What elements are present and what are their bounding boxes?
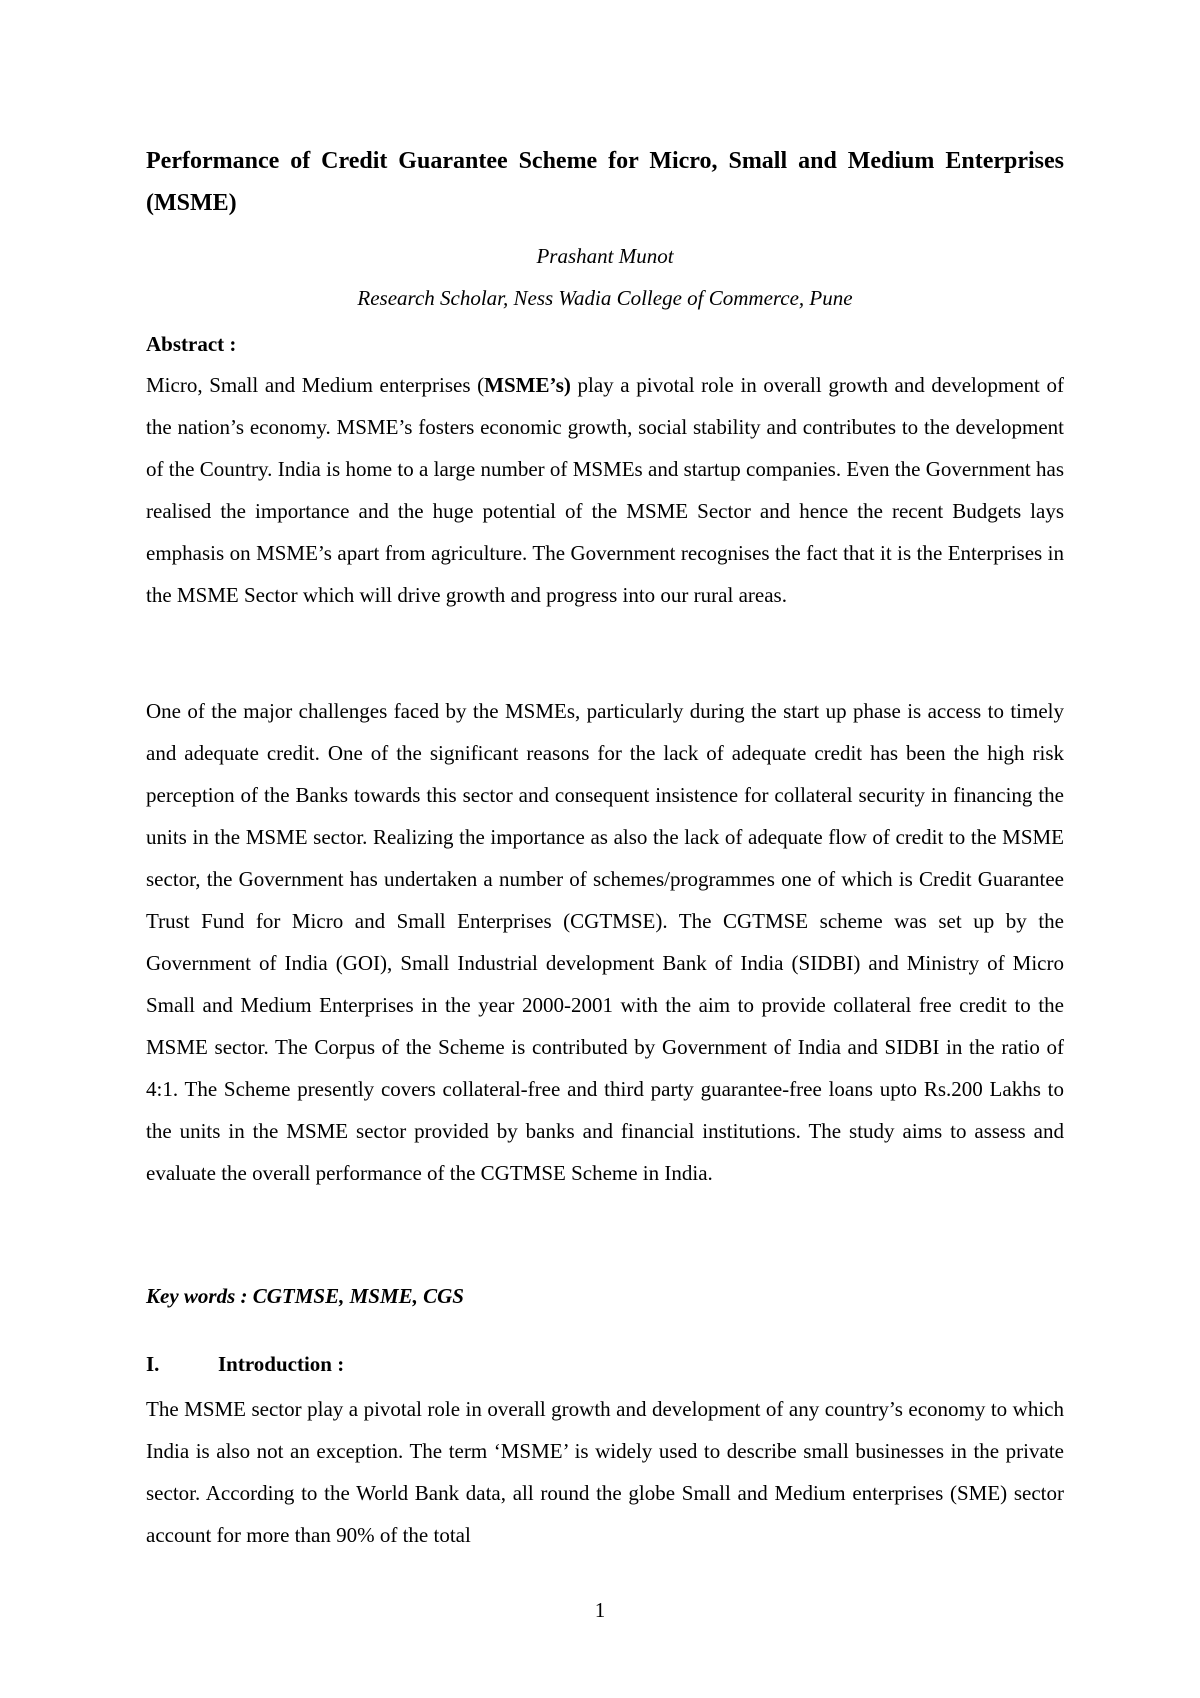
keywords: Key words : CGTMSE, MSME, CGS bbox=[146, 1284, 464, 1308]
paper-title: Performance of Credit Guarantee Scheme for Micro, Small and Medium Enterprises (MSME) bbox=[146, 148, 1064, 216]
section-number: I. bbox=[146, 1352, 160, 1376]
section-title: Introduction : bbox=[218, 1352, 345, 1376]
introduction-paragraph: The MSME sector play a pivotal role in overall growth and development of any country’s economy to which India is also not an exception. The term ‘MSME’ is widely used to describe small businesses in the private sector. According to the World Bank data, all round the globe Small and Medium enterprises (SME) sector account for more than 90% of the total bbox=[146, 1397, 1064, 1547]
page-number: 1 bbox=[594, 1598, 606, 1622]
author-name: Prashant Munot bbox=[536, 244, 674, 268]
abstract-p1-rest: play a pivotal role in overall growth and development of the nation’s economy. MSME’s fosters economic growth, social stability and contributes to the development of the Country. India is home to a large number of MSMEs and startup companies. Even the Government has realised the importance and the huge potential of the MSME Sector and hence the recent Budgets lays emphasis on MSME’s apart from agriculture. The Government recognises the fact that it is the Enterprises in the MSME Sector which will drive growth and progress into our rural areas. bbox=[146, 373, 1064, 607]
abstract-paragraph-1 bbox=[146, 364, 1064, 616]
introduction-heading bbox=[146, 1350, 344, 1378]
author-affiliation: Research Scholar, Ness Wadia College of Commerce, Pune bbox=[357, 286, 853, 310]
abstract-paragraph-2: One of the major challenges faced by the MSMEs, particularly during the start up phase is access to timely and adequate credit. One of the significant reasons for the lack of adequate credit has been the high risk perception of the Banks towards this sector and consequent insistence for collateral security in financing the units in the MSME sector. Realizing the importance as also the lack of adequate flow of credit to the MSME sector, the Government has undertaken a number of schemes/programmes one of which is Credit Guarantee Trust Fund for Micro and Small Enterprises (CGTMSE). The CGTMSE scheme was set up by the Government of India (GOI), Small Industrial development Bank of India (SIDBI) and Ministry of Micro Small and Medium Enterprises in the year 2000-2001 with the aim to provide collateral free credit to the MSME sector. The Corpus of the Scheme is contributed by Government of India and SIDBI in the ratio of 4:1. The Scheme presently covers collateral-free and third party guarantee-free loans upto Rs.200 Lakhs to the units in the MSME sector provided by banks and financial institutions. The study aims to assess and evaluate the overall performance of the CGTMSE Scheme in India. bbox=[146, 699, 1064, 1185]
abstract-p1-bold-term: MSME’s) bbox=[484, 373, 571, 397]
abstract-p1-start: Micro, Small and Medium enterprises ( bbox=[146, 373, 485, 397]
abstract-heading: Abstract : bbox=[146, 332, 237, 356]
